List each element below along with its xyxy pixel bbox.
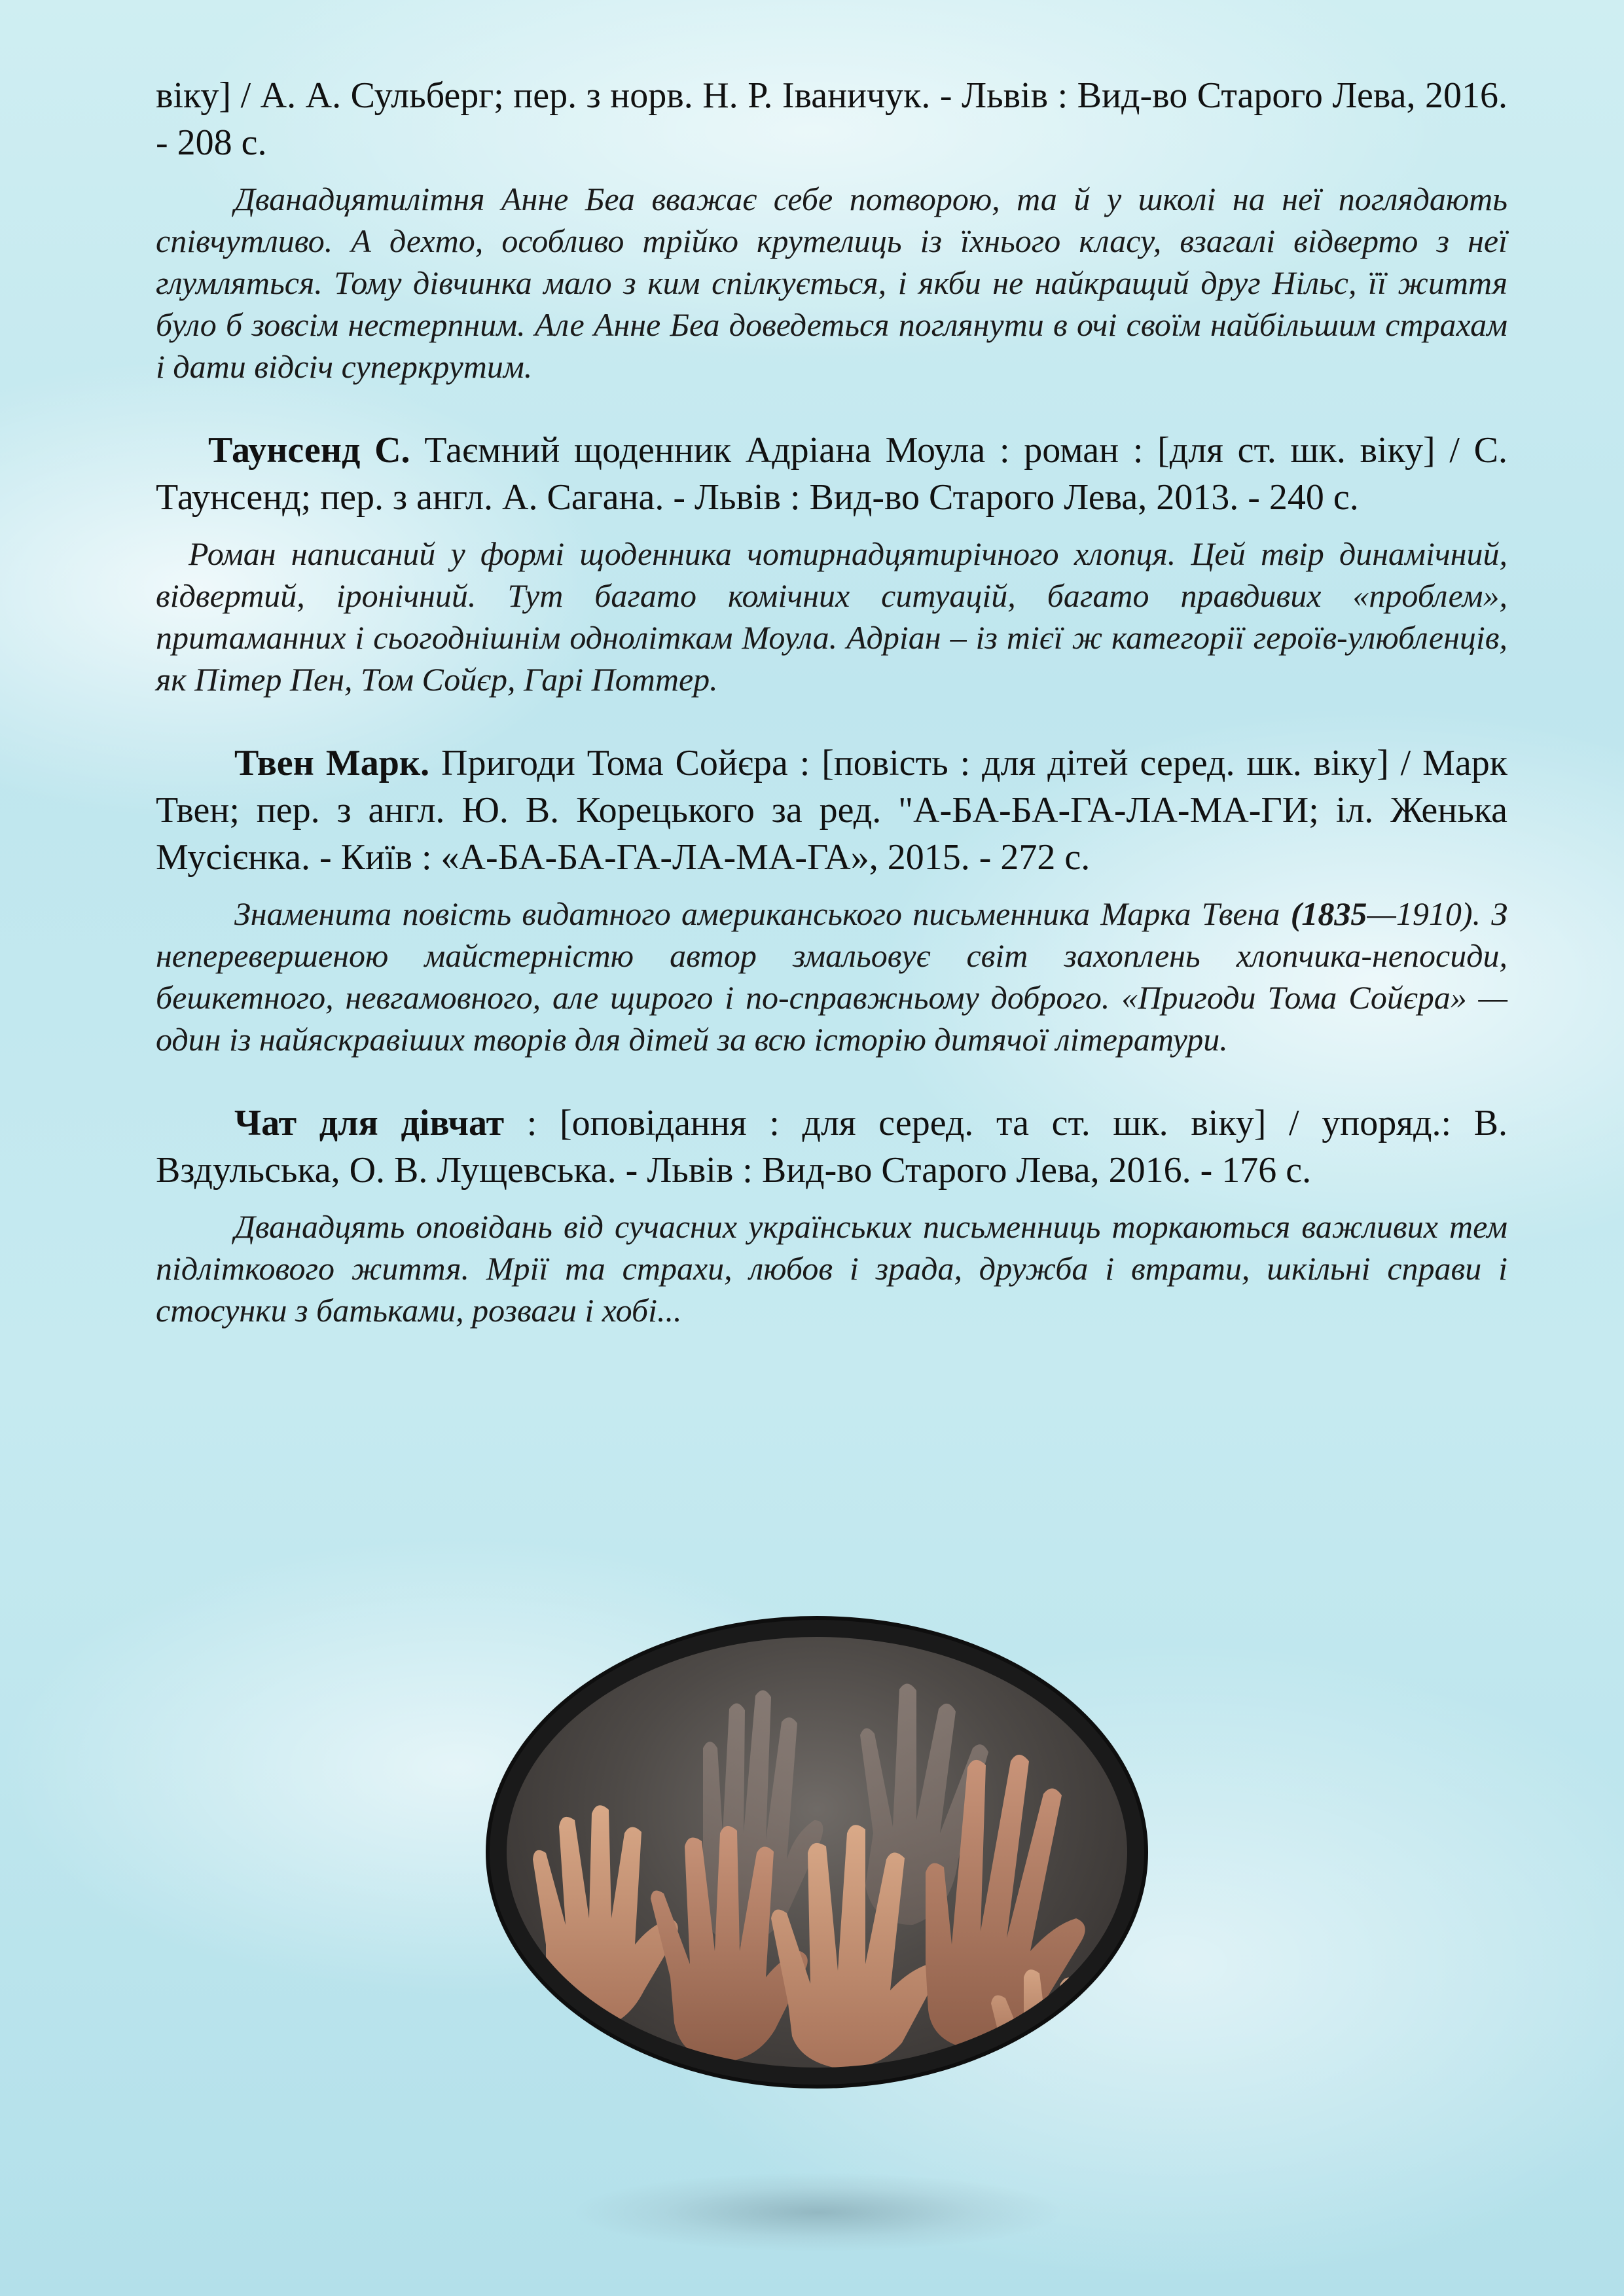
citation-text: віку] / А. А. Сульберг; пер. з норв. Н. Р. Іваничук. - Львів : Вид-во Старого Лева, 2016. - 208 с. [156, 75, 1507, 163]
annotation [156, 893, 1507, 1060]
photo-content [507, 1637, 1127, 2068]
annotation-text: Знаменита повість видатного американського письменника Марка Твена [234, 895, 1291, 932]
floor-shadow [576, 2173, 1060, 2251]
citation [156, 427, 1507, 521]
annotation: Дванадцятилітня Анне Беа вважає себе потворою, та й у школі на неї поглядають співчутливо. А дехто, особливо трійко крутелиць із їхнього класу, взагалі відверто з неї глумляться. Тому дівчинка мало з ким спілкується, і якби не найкращий друг Нільс, її життя було б зовсім нестерпним. Але Анне Беа доведеться поглянути в очі своїм найбільшим страхам і дати відсіч суперкрутим. [156, 181, 1507, 385]
author-name: Таунсенд С. [208, 430, 410, 471]
citation-text: Таємний щоденник Адріана Моула : роман : [для ст. шк. віку] / С. Таунсенд; пер. з англ. А. Сагана. - Львів : Вид-во Старого Лева, 2013. - 240 с. [156, 430, 1508, 518]
citation [156, 72, 1507, 166]
book-entry-chat [156, 1100, 1507, 1331]
book-entry-sulberg [156, 72, 1507, 387]
document-body [156, 72, 1507, 1371]
citation [156, 740, 1507, 881]
hands-illustration [507, 1637, 1127, 2068]
citation [156, 1100, 1507, 1194]
annotation-year: (1835 [1290, 895, 1367, 932]
annotation-text: —1910). З неперевершеною майстерністю автор змальовує світ захоплень хлопчика-непосиди, бешкетного, невгамовного, але щирого і по-справжньому доброго. «Пригоди Тома Сойєра» — один із найяскравіших творів для дітей за всю історію дитячої літератури. [156, 895, 1507, 1058]
citation-text: : [оповідання : для серед. та ст. шк. віку] / упоряд.: В. Вздульська, О. В. Лущевська. - Львів : Вид-во Старого Лева, 2016. - 176 с. [156, 1103, 1507, 1191]
book-title: Чат для дівчат [234, 1103, 505, 1143]
annotation: Дванадцять оповідань від сучасних українських письменниць торкаються важливих тем підліткового життя. Мрії та страхи, любов і зрада, дружба і втрати, шкільні справи і стосунки з батьками, розваги і хобі... [156, 1208, 1507, 1329]
raised-hands-photo [490, 1620, 1144, 2085]
citation-text: Пригоди Тома Сойєра : [повість : для дітей серед. шк. віку] / Марк Твен; пер. з англ. Ю. В. Корецького за ред. "А-БА-БА-ГА-ЛА-МА-ГИ; іл. Женька Мусієнка. - Київ : «А-БА-БА-ГА-ЛА-МА-ГА», 2015. - 272 с. [156, 743, 1507, 878]
book-entry-twain [156, 740, 1507, 1060]
book-entry-townsend [156, 427, 1507, 700]
annotation: Роман написаний у формі щоденника чотирнадцятирічного хлопця. Цей твір динамічний, відвертий, іронічний. Тут багато комічних ситуацій, багато правдивих «проблем», притаманних і сьогоднішнім одноліткам Моула. Адріан – із тієї ж категорії героїв-улюбленців, як Пітер Пен, Том Сойєр, Гарі Поттер. [156, 535, 1507, 698]
author-name: Твен Марк. [234, 743, 430, 783]
